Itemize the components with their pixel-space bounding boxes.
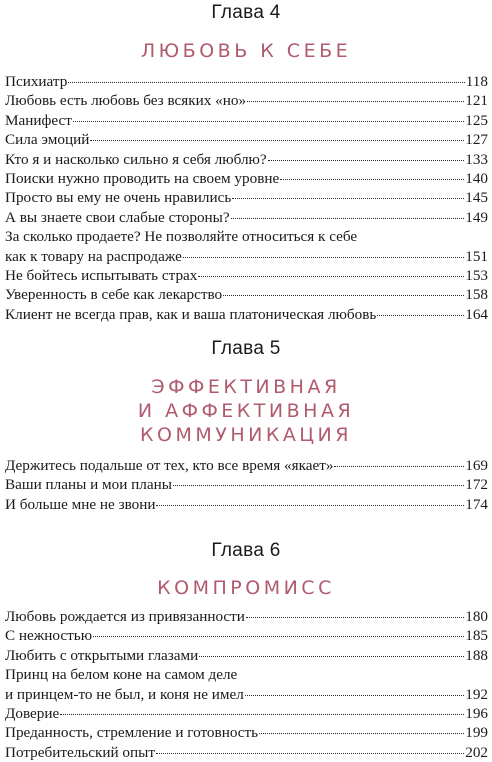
toc-entry[interactable] <box>5 130 488 149</box>
toc-page-number: 121 <box>465 92 488 110</box>
dot-leader <box>199 656 464 657</box>
toc-row <box>5 130 488 149</box>
toc-page-number: 174 <box>465 495 488 513</box>
toc-entry-title: и принцем-то не был, и коня не имел <box>5 685 244 703</box>
dot-leader <box>232 198 464 199</box>
toc-row <box>5 208 488 227</box>
toc-entry-title: Манифест <box>5 111 72 129</box>
toc-entry-title: А вы знаете свои слабые стороны? <box>5 208 230 226</box>
toc-row <box>5 626 488 645</box>
dot-leader <box>73 121 464 122</box>
dot-leader <box>334 466 464 467</box>
toc-entry-title: Потребительский опыт <box>5 743 155 761</box>
toc-page-number: 172 <box>465 476 488 494</box>
chapter-6-toc <box>5 607 488 762</box>
toc-row <box>5 188 488 207</box>
toc-entry-title: Доверие <box>5 704 60 722</box>
toc-page-number: 185 <box>465 627 488 645</box>
toc-entry-title: Уверенность в себе как лекарство <box>5 286 223 304</box>
dot-leader <box>156 505 464 506</box>
toc-entry[interactable] <box>5 72 488 91</box>
toc-entry[interactable] <box>5 91 488 110</box>
toc-entry[interactable] <box>5 285 488 304</box>
dot-leader <box>223 295 464 296</box>
toc-page-number: 118 <box>465 73 488 90</box>
chapter-5-toc <box>5 456 488 514</box>
toc-row <box>5 72 488 91</box>
toc-page-number: 188 <box>465 646 488 664</box>
chapter-5-title-line-2: И АФФЕКТИВНАЯ <box>137 400 355 422</box>
toc-row <box>5 665 488 684</box>
chapter-5-title-line-3: КОММУНИКАЦИЯ <box>140 424 352 446</box>
toc-entry[interactable] <box>5 646 488 665</box>
dot-leader <box>173 485 464 486</box>
dot-leader <box>198 276 464 277</box>
toc-page-number: 145 <box>465 189 488 207</box>
toc-entry-title: Просто вы ему не очень нравились <box>5 189 232 207</box>
toc-page-number: 192 <box>465 685 488 703</box>
toc-entry[interactable] <box>5 150 488 169</box>
toc-entry-title: Держитесь подальше от тех, кто все время «якает» <box>5 457 334 474</box>
dot-leader <box>245 695 464 696</box>
toc-entry[interactable] <box>5 305 488 324</box>
toc-row <box>5 607 488 626</box>
toc-row <box>5 685 488 704</box>
toc-row <box>5 723 488 742</box>
chapter-4-toc <box>5 72 488 324</box>
toc-entry[interactable] <box>5 743 488 762</box>
toc-entry-title: Психиатр <box>5 73 68 90</box>
toc-entry-title: Не бойтесь испытывать страх <box>5 266 198 284</box>
toc-row <box>5 150 488 169</box>
dot-leader <box>60 714 464 715</box>
toc-entry-title: Кто я и насколько сильно я себя люблю? <box>5 150 267 168</box>
toc-row <box>5 475 488 494</box>
toc-row <box>5 169 488 188</box>
toc-entry[interactable] <box>5 111 488 130</box>
toc-page-number: 125 <box>465 111 488 129</box>
toc-row <box>5 646 488 665</box>
toc-page-number: 133 <box>465 150 488 168</box>
toc-entry-title: как к товару на распродаже <box>5 247 182 265</box>
chapter-5-label: Глава 5 <box>211 338 281 359</box>
chapter-4-title: ЛЮБОВЬ К СЕБЕ <box>140 40 352 62</box>
chapter-5-title-line-1: ЭФФЕКТИВНАЯ <box>151 376 341 398</box>
dot-leader <box>93 636 464 637</box>
dot-leader <box>90 140 464 141</box>
toc-entry[interactable] <box>5 685 488 704</box>
toc-entry-title: Принц на белом коне на самом деле <box>5 666 238 684</box>
toc-page-number: 158 <box>465 286 488 304</box>
toc-entry[interactable] <box>5 475 488 494</box>
toc-row <box>5 704 488 723</box>
dot-leader <box>247 101 464 102</box>
toc-page-number: 199 <box>465 724 488 742</box>
toc-entry-title: Поиски нужно проводить на своем уровне <box>5 169 280 187</box>
toc-page-number: 169 <box>465 457 488 474</box>
dot-leader <box>377 315 464 316</box>
toc-entry-title: Любовь есть любовь без всяких «но» <box>5 92 247 110</box>
toc-entry[interactable] <box>5 626 488 645</box>
toc-entry-title: Клиент не всегда прав, как и ваша платоническая любовь <box>5 305 377 323</box>
toc-row <box>5 91 488 110</box>
toc-entry-title: С нежностью <box>5 627 93 645</box>
dot-leader <box>259 733 464 734</box>
chapter-6-label: Глава 6 <box>211 540 281 561</box>
toc-entry[interactable] <box>5 495 488 514</box>
toc-page-number: 202 <box>465 743 488 761</box>
toc-row <box>5 495 488 514</box>
toc-page-number: 164 <box>465 305 488 323</box>
toc-entry[interactable] <box>5 665 488 684</box>
toc-page-number: 151 <box>465 247 488 265</box>
toc-entry-title: За сколько продаете? Не позволяйте относиться к себе <box>5 228 358 246</box>
toc-entry[interactable] <box>5 456 488 475</box>
toc-entry-title: И больше мне не звони <box>5 495 156 513</box>
toc-page-number: 180 <box>465 608 488 625</box>
chapter-6-title: КОМПРОМИСС <box>157 577 335 599</box>
toc-entry-title: Ваши планы и мои планы <box>5 476 172 494</box>
toc-entry-title: Преданность, стремление и готовность <box>5 724 259 742</box>
chapter-4-label: Глава 4 <box>211 2 281 23</box>
toc-page-number: 196 <box>465 704 488 722</box>
dot-leader <box>231 218 465 219</box>
dot-leader <box>68 82 464 83</box>
dot-leader <box>156 753 464 754</box>
toc-row <box>5 266 488 285</box>
toc-row <box>5 743 488 762</box>
toc-row <box>5 285 488 304</box>
toc-row <box>5 111 488 130</box>
dot-leader <box>268 160 465 161</box>
toc-entry[interactable] <box>5 227 488 246</box>
toc-entry[interactable] <box>5 607 488 626</box>
toc-entry[interactable] <box>5 723 488 742</box>
toc-entry[interactable] <box>5 208 488 227</box>
toc-row <box>5 247 488 266</box>
toc-page-number: 149 <box>465 208 488 226</box>
toc-row <box>5 227 488 246</box>
dot-leader <box>183 257 464 258</box>
toc-entry[interactable] <box>5 188 488 207</box>
toc-page-number: 140 <box>465 169 488 187</box>
toc-entry-title: Любить с открытыми глазами <box>5 646 199 664</box>
toc-entry-title: Любовь рождается из привязанности <box>5 608 245 625</box>
dot-leader <box>246 617 464 618</box>
toc-row <box>5 305 488 324</box>
toc-entry[interactable] <box>5 266 488 285</box>
toc-entry[interactable] <box>5 169 488 188</box>
dot-leader <box>280 179 464 180</box>
toc-page-number: 153 <box>465 266 488 284</box>
toc-entry[interactable] <box>5 704 488 723</box>
toc-entry[interactable] <box>5 247 488 266</box>
toc-entry-title: Сила эмоций <box>5 131 90 149</box>
toc-row <box>5 456 488 475</box>
toc-page-number: 127 <box>465 131 488 149</box>
